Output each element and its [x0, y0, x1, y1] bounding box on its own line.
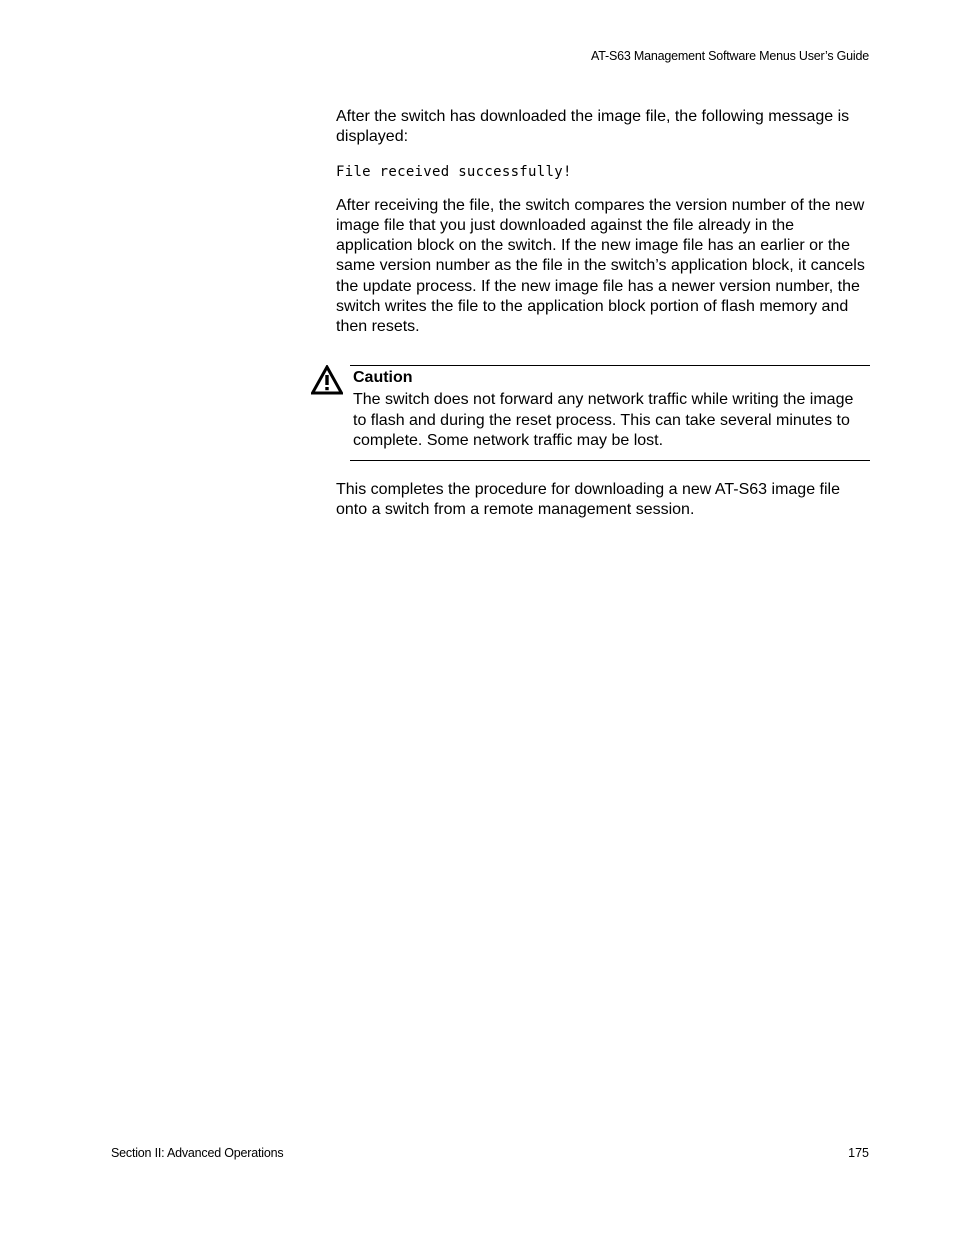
caution-box — [350, 365, 870, 461]
version-check-paragraph: After receiving the file, the switch compares the version number of the new image file that you just downloaded against the file already in the application block on the switch. If the new image file has an earlier or the same version number as the file in the switch’s application block, it cancels the update process. If the new image file has a newer version number, the switch writes the file to the application block portion of flash memory and then resets. — [336, 196, 865, 336]
warning-triangle-icon — [311, 365, 343, 395]
caution-text: The switch does not forward any network traffic while writing the image to flash and during the reset process. This can take several minutes to complete. Some network traffic may be lost. — [353, 391, 854, 449]
footer-section-title: Section II: Advanced Operations — [111, 1146, 284, 1160]
closing-section — [336, 480, 870, 521]
running-header: AT-S63 Management Software Menus User’s Guide — [591, 49, 869, 63]
caution-title: Caution — [353, 369, 413, 386]
closing-paragraph: This completes the procedure for downloading a new AT-S63 image file onto a switch from a remote management session. — [336, 481, 840, 519]
code-sample: File received successfully! — [336, 163, 572, 180]
intro-paragraph: After the switch has downloaded the image file, the following message is displayed: — [336, 108, 850, 146]
main-content — [336, 107, 870, 338]
page-number: 175 — [848, 1146, 869, 1160]
